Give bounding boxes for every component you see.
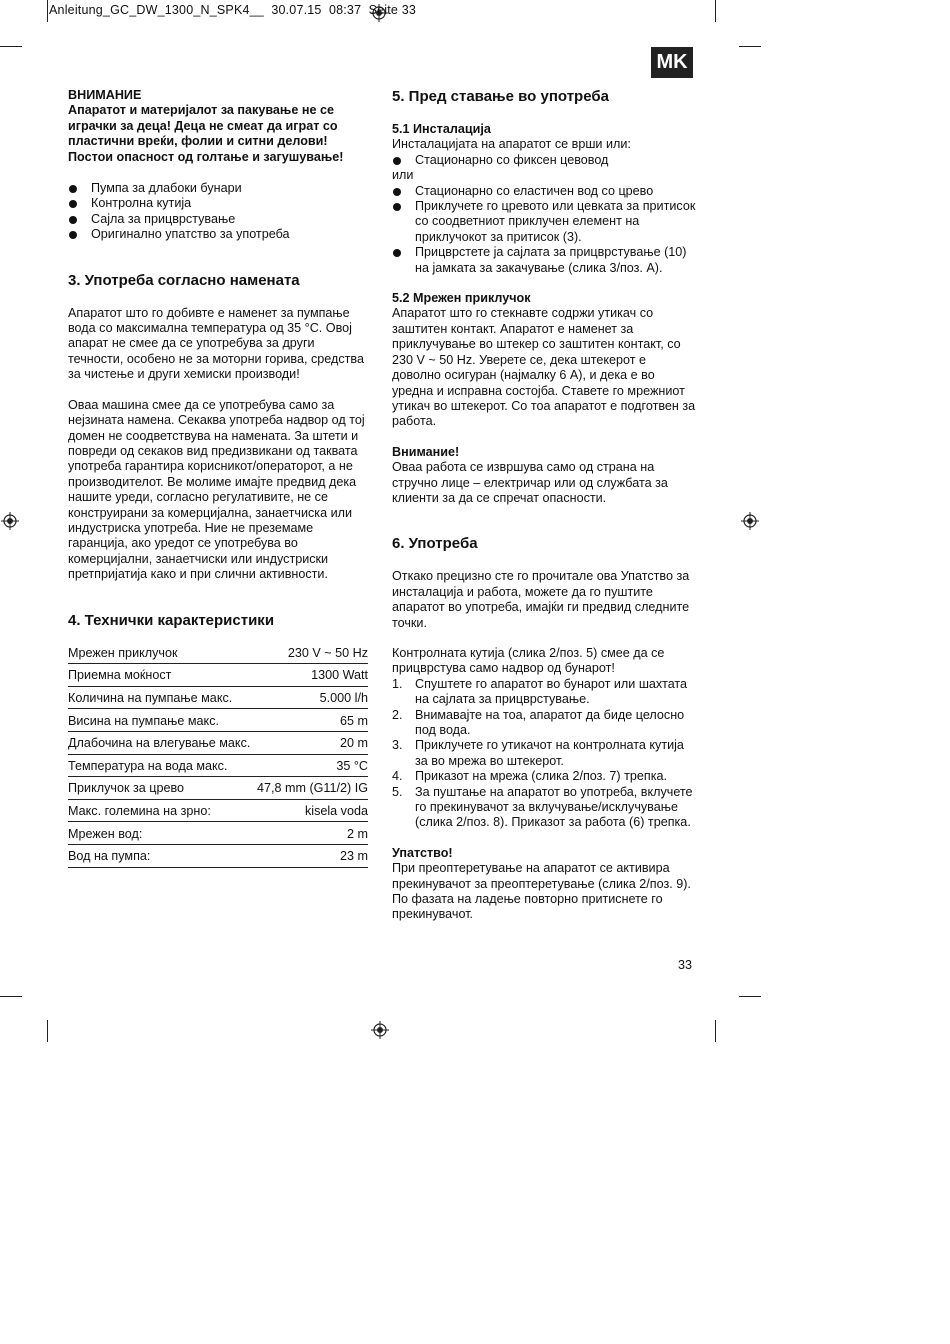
step-text: Приказот на мрежа (слика 2/поз. 7) трепка. [415,769,667,784]
step-number: 1. [392,676,403,691]
section-3-paragraph: Оваа машина смее да се употребува само за нејзината намена. Секаква употреба надвор од тој домен не соодветствува на намената. За штети и повреди од секаков вид предизвикани од таквата употреба гарантира корисникот/операторот, а не производителот. Ве молиме имајте предвид дека нашите уреди, согласно регулативите, не се конструирани за комерцијална, занаетчиска или индустриска употреба. Ние не преземаме гаранција, ако уредот се употребува во комерцијални, занаетчиски или индустриски претпријатија како и при слични активности. [68,397,365,582]
step-text: За пуштање на апаратот во употреба, вклучете го прекинувачот за вклучување/исклучување (слика 2/поз. 8). Приказот за работа (6) трепка. [415,784,693,830]
crop-mark [739,46,761,47]
spec-value: 1300 Watt [254,664,368,687]
print-slug [49,3,416,17]
table-row [68,844,368,867]
registration-mark-icon [1,512,19,530]
step-text: Внимавајте на тоа, апаратот да биде целосно под вода. [415,707,685,737]
section-4-title: 4. Технички карактеристики [68,611,275,629]
list-item: Сајла за прицврстување [68,212,370,227]
step-text: Приклучете го утикачот на контролната кутија за во мрежа во штекерот. [415,738,684,768]
spec-value: 230 V ~ 50 Hz [254,642,368,664]
slug-file: Anleitung_GC_DW_1300_N_SPK4__ [49,3,264,17]
tip-text: При преоптеретување на апаратот се активира прекинувачот за преоптеретување (слика 2/поз. 9). По фазата на ладење повторно притиснете го прекинувачот. [392,861,691,922]
spec-label: Мрежен вод: [68,822,254,845]
spec-label: Количина на пумпање макс. [68,686,254,709]
slug-time: 08:37 [328,3,362,17]
slug-date: 30.07.15 [271,3,322,17]
left-column [68,88,370,868]
crop-mark [0,46,22,47]
list-item [392,708,697,739]
list-item: Пумпа за длабоки бунари [68,181,370,196]
page-number: 33 [678,958,693,972]
spec-label: Температура на вода макс. [68,754,254,777]
section-5-1-title: 5.1 Инсталација [392,122,491,136]
step-text: Спуштете го апаратот во бунарот или шахтата на сајлата за прицврстување. [415,676,688,707]
registration-mark-icon [371,1021,389,1039]
mains-connection-text: Апаратот што го стекнавте содржи утикач со заштитен контакт. Апаратот е наменет за приклучување во штекер со заштитен контакт, со 230 V ~ 50 Hz. Уверете се, дека штекерот е доволно осигуран (најмалку 6 A), и дека е во уредна и исправна состојба. Ставете го мрежниот утикач во штекерот. Со тоа апаратот е подготвен за работа. [392,306,696,429]
installation-intro: Инсталацијата на апаратот се врши или: [392,137,631,152]
language-badge: MK [651,47,693,78]
section-3-paragraph: Апаратот што го добивте е наменет за пумпање вода со максимална температура од 35 °C. Овој апарат не смее да се употребува за други течности, особено не за моторни горива, средства за чистење и други хемиски производи! [68,305,364,382]
list-item: Приклучете го цревото или цевката за притисок со соодветниот приклучен елемент на приклучокот за притисок (3). [392,199,697,245]
spec-value: 35 °C [254,754,368,777]
right-column [392,88,697,923]
list-item: Стационарно со фиксен цевовод [392,153,697,168]
list-item [392,677,697,708]
steps-list [392,677,697,831]
spec-value: 65 m [254,709,368,732]
crop-mark [715,1020,716,1042]
installation-or: или [392,168,414,183]
spec-label: Приклучок за црево [68,777,254,800]
table-row [68,777,368,800]
list-item: Стационарно со еластичен вод со црево [392,184,697,199]
table-row [68,709,368,732]
attention-title: Внимание! [392,444,460,459]
slug-page: Seite 33 [368,3,417,17]
installation-list [392,153,697,168]
section-5-title: 5. Пред ставање во употреба [392,88,609,105]
step-number: 3. [392,738,403,753]
table-row [68,731,368,754]
section-6-title: 6. Употреба [392,535,478,553]
section-6-paragraph: Откако прецизно сте го прочитале ова Упатство за инсталација и работа, можете да го пуштите апаратот во употреба, имајќи ги предвид следните точки. [392,569,690,630]
crop-mark [739,996,761,997]
table-row [68,799,368,822]
list-item: Контролна кутија [68,196,370,211]
list-item [392,738,697,769]
spec-label: Вод на пумпа: [68,844,254,867]
spec-table [68,642,368,868]
registration-mark-icon [741,512,759,530]
spec-value: 23 m [254,844,368,867]
spec-label: Приемна моќност [68,664,254,687]
spec-value: 5.000 l/h [254,686,368,709]
table-row [68,664,368,687]
crop-mark [47,0,48,22]
section-5-2-title: 5.2 Мрежен приклучок [392,291,531,306]
step-number: 2. [392,707,403,722]
spec-value: 20 m [254,731,368,754]
spec-label: Мрежен приклучок [68,642,254,664]
warning-title: ВНИМАНИЕ [68,88,142,102]
step-number: 5. [392,784,403,799]
step-number: 4. [392,769,403,784]
spec-value: 47,8 mm (G11/2) IG [254,777,368,800]
spec-value: 2 m [254,822,368,845]
tip-title: Упатство! [392,845,453,860]
spec-label: Длабочина на влегување макс. [68,731,254,754]
spec-value: kisela voda [254,799,368,822]
list-item: Оригинално упатство за употреба [68,227,370,242]
list-item [392,769,697,784]
section-3-title: 3. Употреба согласно намената [68,271,300,289]
installation-list [392,184,697,276]
attention-text: Оваа работа се извршува само од страна на стручно лице – електричар или од службата за клиенти за да се спречат опасности. [392,460,668,505]
delivery-list [68,181,370,243]
crop-mark [715,0,716,22]
crop-mark [0,996,22,997]
list-item [392,785,697,831]
table-row [68,642,368,664]
table-row [68,686,368,709]
crop-mark [47,1020,48,1042]
table-row [68,754,368,777]
warning-text: Апаратот и материјалот за пакување не се играчки за деца! Деца не смеат да играт со пластични вреќи, фолии и ситни делови! Постои опасност од голтање и загушување! [68,103,344,164]
spec-label: Макс. големина на зрно: [68,799,254,822]
table-row [68,822,368,845]
spec-label: Висина на пумпање макс. [68,709,254,732]
list-item: Прицврстете ја сајлата за прицврстување (10) на јамката за закачување (слика 3/поз. А). [392,245,697,276]
section-6-paragraph: Контролната кутија (слика 2/поз. 5) смее да се прицврстува само надвор од бунарот! [392,645,665,676]
